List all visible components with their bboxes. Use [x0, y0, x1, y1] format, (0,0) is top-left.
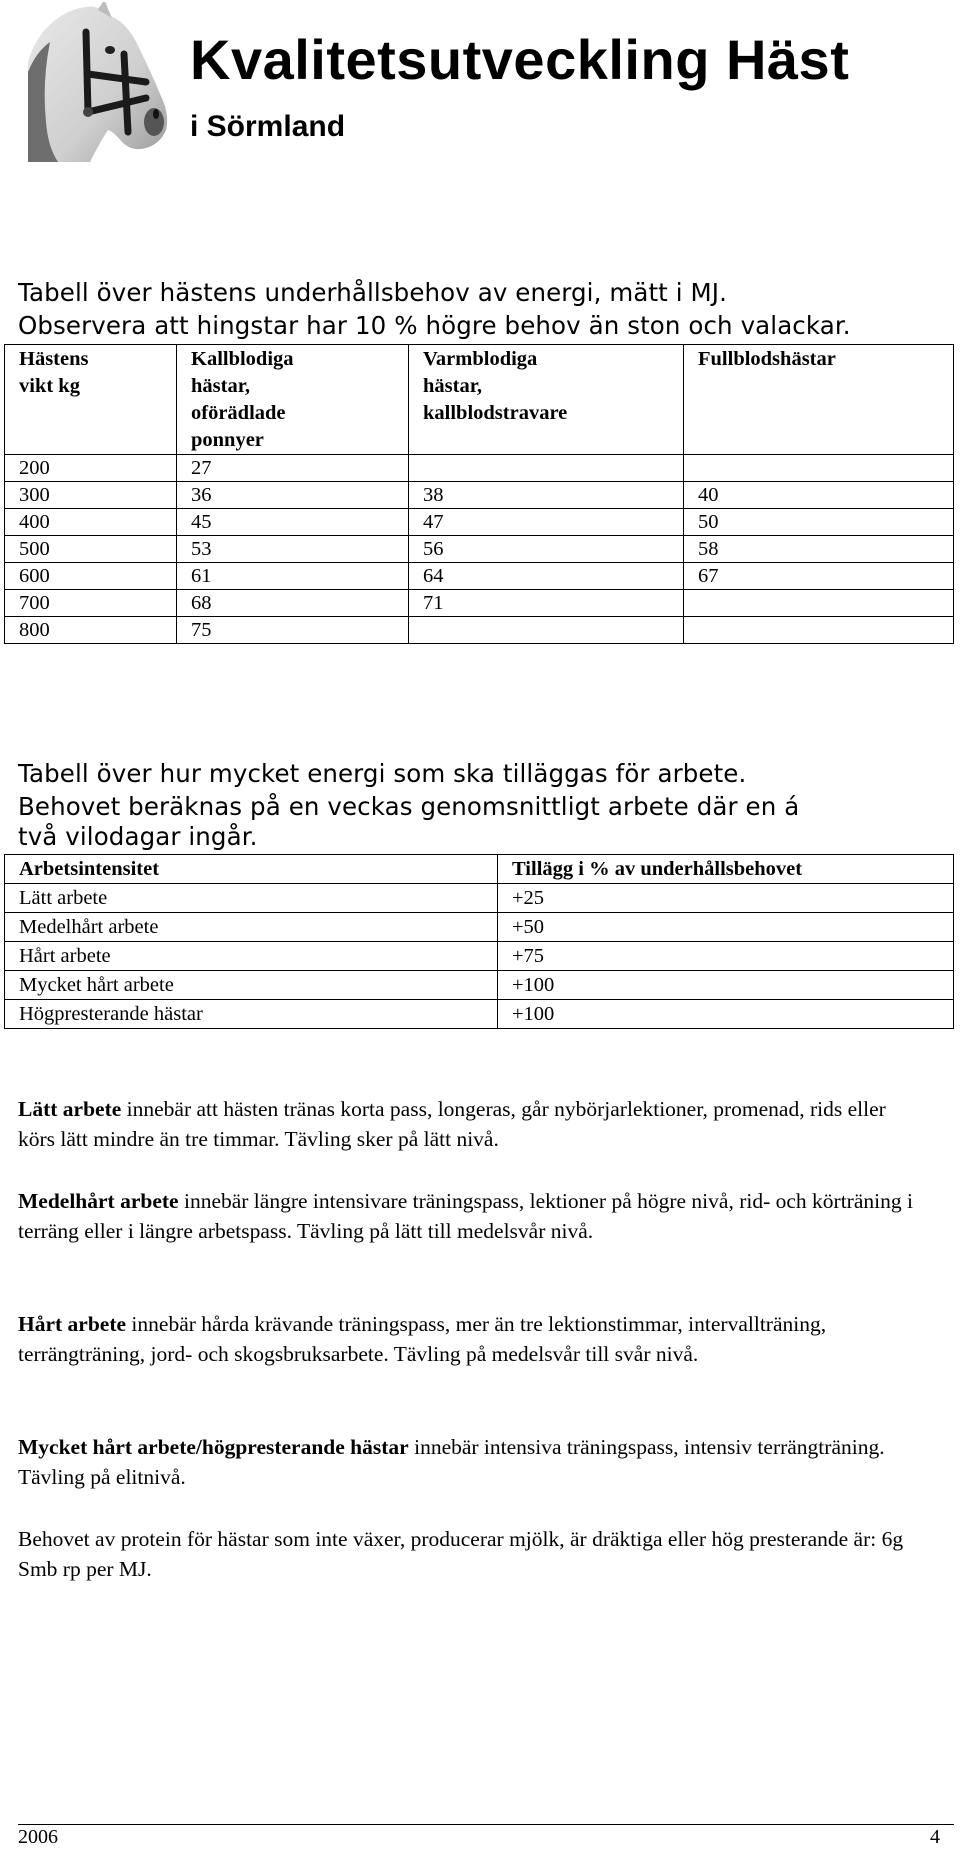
work-table: [4, 854, 954, 1029]
table-row: [5, 971, 954, 1000]
definition-medium-work: Medelhårt arbete innebär längre intensivare träningspass, lektioner på högre nivå, rid- och körträning i terräng eller i längre arbetspass. Tävling på lätt till medelsvår nivå.: [18, 1189, 913, 1243]
table-cell: 75: [177, 617, 409, 644]
table-cell: 68: [177, 590, 409, 617]
table-cell: 53: [177, 536, 409, 563]
maintenance-caption-line2: Observera att hingstar har 10 % högre behov än ston och valackar.: [18, 311, 851, 340]
table-row: [5, 942, 954, 971]
work-header-row: [5, 855, 954, 884]
header-weight: Hästens vikt kg: [5, 345, 177, 455]
table-cell: 27: [177, 455, 409, 482]
table-row: [5, 536, 954, 563]
table-cell: 50: [684, 509, 954, 536]
table-cell: 36: [177, 482, 409, 509]
table-cell: 40: [684, 482, 954, 509]
table-cell: 47: [409, 509, 684, 536]
table-cell: [409, 455, 684, 482]
work-caption-line2: Behovet beräknas på en veckas genomsnittligt arbete där en á: [18, 792, 800, 821]
table-cell: 64: [409, 563, 684, 590]
table-row: [5, 617, 954, 644]
table-row: [5, 1000, 954, 1029]
table-row: [5, 913, 954, 942]
table-row: [5, 509, 954, 536]
table-cell: +100: [498, 1000, 954, 1029]
table-cell: 58: [684, 536, 954, 563]
table-cell: [409, 617, 684, 644]
maintenance-caption-line1: Tabell över hästens underhållsbehov av energi, mätt i MJ.: [18, 278, 727, 307]
table-cell: 500: [5, 536, 177, 563]
table-cell: +75: [498, 942, 954, 971]
definition-hard-work: Hårt arbete innebär hårda krävande träningspass, mer än tre lektionstimmar, intervallträning, terrängträning, jord- och skogsbruksarbete. Tävling på medelsvår till svår nivå.: [18, 1312, 827, 1366]
table-cell: 700: [5, 590, 177, 617]
table-cell: 600: [5, 563, 177, 590]
table-cell: 38: [409, 482, 684, 509]
table-cell: 300: [5, 482, 177, 509]
table-cell: +25: [498, 884, 954, 913]
brand-title: Kvalitetsutveckling Häst: [190, 28, 850, 91]
table-cell: Hårt arbete: [5, 942, 498, 971]
work-caption-line3: två vilodagar ingår.: [18, 822, 258, 851]
table-cell: 200: [5, 455, 177, 482]
table-cell: [684, 590, 954, 617]
header-warmblood: Varmblodiga hästar, kallblodstravare: [409, 345, 684, 455]
header-coldblood: Kallblodiga hästar, oförädlade ponnyer: [177, 345, 409, 455]
maintenance-header-row: [5, 345, 954, 455]
table-cell: 71: [409, 590, 684, 617]
table-cell: [684, 455, 954, 482]
table-row: [5, 884, 954, 913]
table-cell: Medelhårt arbete: [5, 913, 498, 942]
table-row: [5, 455, 954, 482]
table-cell: [684, 617, 954, 644]
table-cell: Högpresterande hästar: [5, 1000, 498, 1029]
horse-logo-image: [28, 2, 178, 162]
footer-year: 2006: [18, 1826, 58, 1848]
table-row: [5, 563, 954, 590]
definition-very-hard-work: Mycket hårt arbete/högpresterande hästar innebär intensiva träningspass, intensiv terrängträning. Tävling på elitnivå.: [18, 1435, 885, 1489]
header-addition: Tillägg i % av underhållsbehovet: [498, 855, 954, 884]
page-number: 4: [930, 1826, 940, 1848]
table-cell: 56: [409, 536, 684, 563]
work-caption-line1: Tabell över hur mycket energi som ska tilläggas för arbete.: [18, 759, 747, 788]
table-cell: 67: [684, 563, 954, 590]
table-row: [5, 590, 954, 617]
table-cell: 400: [5, 509, 177, 536]
brand-subtitle: i Sörmland: [190, 110, 346, 143]
maintenance-table: [4, 344, 954, 644]
definition-light-work: Lätt arbete innebär att hästen tränas korta pass, longeras, går nybörjarlektioner, promenad, rids eller körs lätt mindre än tre timmar. Tävling sker på lätt nivå.: [18, 1097, 886, 1151]
header-intensity: Arbetsintensitet: [5, 855, 498, 884]
table-cell: 800: [5, 617, 177, 644]
table-cell: Mycket hårt arbete: [5, 971, 498, 1000]
table-cell: 45: [177, 509, 409, 536]
footer-divider: [18, 1824, 954, 1825]
page-header: [22, 2, 952, 162]
table-cell: 61: [177, 563, 409, 590]
protein-note: Behovet av protein för hästar som inte växer, producerar mjölk, är dräktiga eller hög presterande är: 6g Smb rp per MJ.: [18, 1527, 904, 1581]
header-thoroughbred: Fullblodshästar: [684, 345, 954, 455]
table-cell: +50: [498, 913, 954, 942]
table-row: [5, 482, 954, 509]
table-cell: Lätt arbete: [5, 884, 498, 913]
table-cell: +100: [498, 971, 954, 1000]
